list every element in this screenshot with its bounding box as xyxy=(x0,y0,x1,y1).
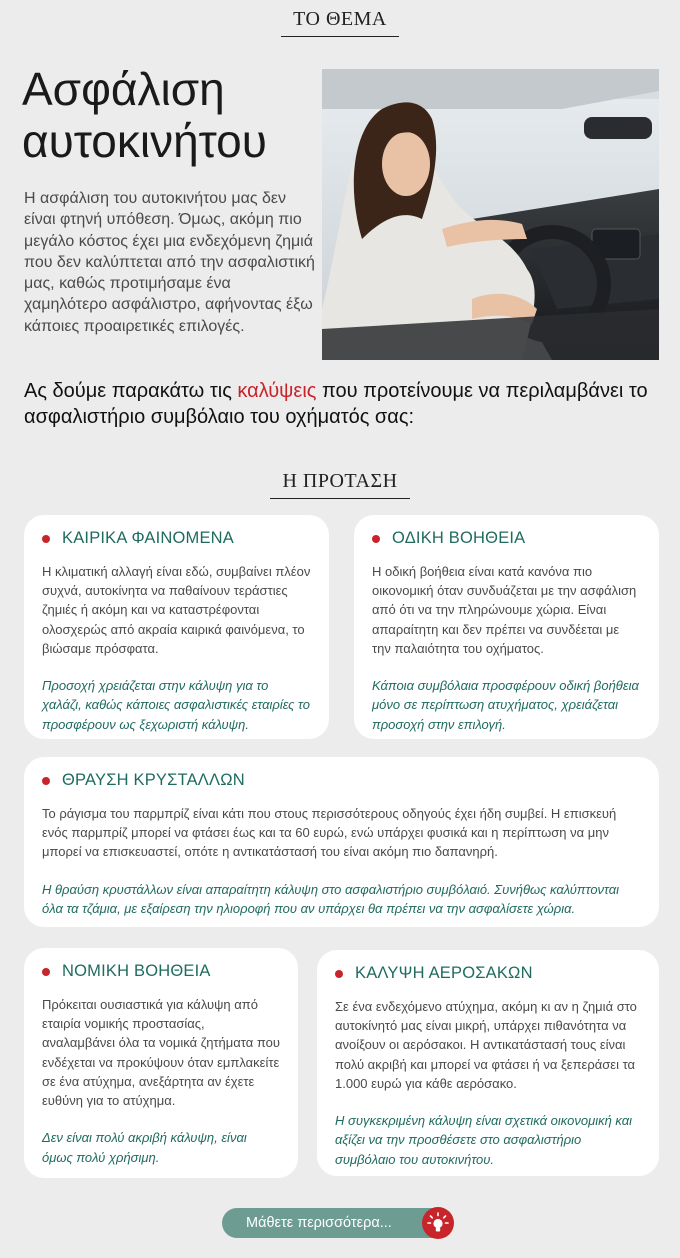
highlight-coverages: καλύψεις xyxy=(237,380,317,402)
intro-text: Η ασφάλιση του αυτοκινήτου μας δεν είναι φτηνή υπόθεση. Όμως, ακόμη πιο μεγάλο κόστος έχει μια ενδεχόμενη ζημιά που δεν καλύπτεται από την ασφαλιστική μας, καθώς προτιμήσαμε ένα χαμηλότερο ασφάλιστρο, αφήνοντας έξω κάποιες προαιρετικές επιλογές. xyxy=(24,190,315,335)
card-title: ΟΔΙΚΗ ΒΟΗΘΕΙΑ xyxy=(392,529,526,547)
card-title: ΚΑΙΡΙΚΑ ΦΑΙΝΟΜΕΝΑ xyxy=(62,529,234,547)
bullet-dot-icon xyxy=(42,777,50,785)
lightbulb-icon xyxy=(422,1207,454,1239)
card-glass-breakage xyxy=(24,757,659,927)
card-note: Δεν είναι πολύ ακριβή κάλυψη, είναι όμως πολύ χρήσιμη. xyxy=(42,1130,247,1165)
bullet-dot-icon xyxy=(42,535,50,543)
card-note: Η θραύση κρυστάλλων είναι απαραίτητη κάλυψη στο ασφαλιστήριο συμβόλαιό. Συνήθως καλύπτονται όλα τα τζάμια, με εξαίρεση την ηλιοροφή που αν υπάρχει θα πρέπει να την ασφαλίσετε χώρια. xyxy=(42,881,620,916)
card-airbag-coverage xyxy=(317,950,659,1176)
bullet-dot-icon xyxy=(42,968,50,976)
card-road-assistance xyxy=(354,515,659,739)
card-title: ΝΟΜΙΚΗ ΒΟΗΘΕΙΑ xyxy=(62,962,211,980)
hero-photo-woman-driving xyxy=(322,69,659,360)
card-body: Η οδική βοήθεια είναι κατά κανόνα πιο οικονομική όταν συνδυάζεται με την ασφάλιση από ότι να την πληρώνουμε χώρια. Είναι απαραίτητη και δεν πρέπει να συνδέεται με την παλαιότητα του οχήματος. xyxy=(372,564,637,656)
card-note: Κάποια συμβόλαια προσφέρουν οδική βοήθεια μόνο σε περίπτωση ατυχήματος, χρειάζεται προσοχή στην επιλογή. xyxy=(372,678,639,732)
learn-more-button[interactable] xyxy=(222,1208,453,1238)
card-body: Σε ένα ενδεχόμενο ατύχημα, ακόμη κι αν η ζημιά στο αυτοκίνητό μας είναι μικρή, υπάρχει πιθανότητα να ανοίξουν οι αερόσακοι. Η αντικατάστασή τους είναι πολύ ακριβή και μπορεί να φτάσει ή να ξεπεράσει τα 1.000 ευρώ για κάθε αερόσακο. xyxy=(335,999,637,1091)
page-title: Ασφάλιση αυτοκινήτου xyxy=(22,63,267,167)
learn-more-label: Μάθετε περισσότερα... xyxy=(246,1215,392,1231)
coverage-intro-heading: Ας δούμε παρακάτω τις καλύψεις που προτείνουμε να περιλαμβάνει το ασφαλιστήριο συμβόλαιο του οχήματός σας: xyxy=(24,380,648,428)
card-body: Το ράγισμα του παρμπρίζ είναι κάτι που στους περισσότερους οδηγούς έχει ήδη συμβεί. Η επισκευή ενός παρμπρίζ μπορεί να φτάσει έως και τα 60 ευρώ, ενώ υπάρχει φυσικά και η περίπτωση να μην μπορεί να επισκευαστεί, οπότε η αντικατάστασή του είναι ακόμη πιο δαπανηρή. xyxy=(42,806,617,860)
card-weather-events xyxy=(24,515,329,739)
card-note: Η συγκεκριμένη κάλυψη είναι σχετικά οικονομική και αξίζει να την προσθέσετε στο ασφαλιστήριο συμβόλαιο του αυτοκινήτου. xyxy=(335,1113,633,1167)
card-title: ΘΡΑΥΣΗ ΚΡΥΣΤΑΛΛΩΝ xyxy=(62,771,245,789)
bullet-dot-icon xyxy=(335,970,343,978)
bullet-dot-icon xyxy=(372,535,380,543)
card-title: ΚΑΛΥΨΗ ΑΕΡΟΣΑΚΩΝ xyxy=(355,964,533,982)
card-body: Η κλιματική αλλαγή είναι εδώ, συμβαίνει πλέον συχνά, αυτοκίνητα να παθαίνουν τεράστιες ζημιές ή ακόμη και να καταστρέφονται ολοσχερώς από ακραία καιρικά φαινόμενα, το βιώσαμε πρόσφατα. xyxy=(42,564,311,656)
card-body: Πρόκειται ουσιαστικά για κάλυψη από εταιρία νομικής προστασίας, αναλαμβάνει όλα τα νομικά ζητήματα που ενδέχεται να προκύψουν όταν εμπλακείτε σε ένα ατύχημα, ανεξάρτητα αν έχετε ευθύνη για το ατύχημα. xyxy=(42,997,280,1109)
section-label-topic: ΤΟ ΘΕΜΑ xyxy=(0,8,680,37)
section-label-proposal: Η ΠΡΟΤΑΣΗ xyxy=(0,470,680,499)
card-legal-assistance xyxy=(24,948,298,1178)
card-note: Προσοχή χρειάζεται στην κάλυψη για το χαλάζι, καθώς κάποιες ασφαλιστικές εταιρίες το προσφέρουν ως ξεχωριστή κάλυψη. xyxy=(42,678,310,732)
